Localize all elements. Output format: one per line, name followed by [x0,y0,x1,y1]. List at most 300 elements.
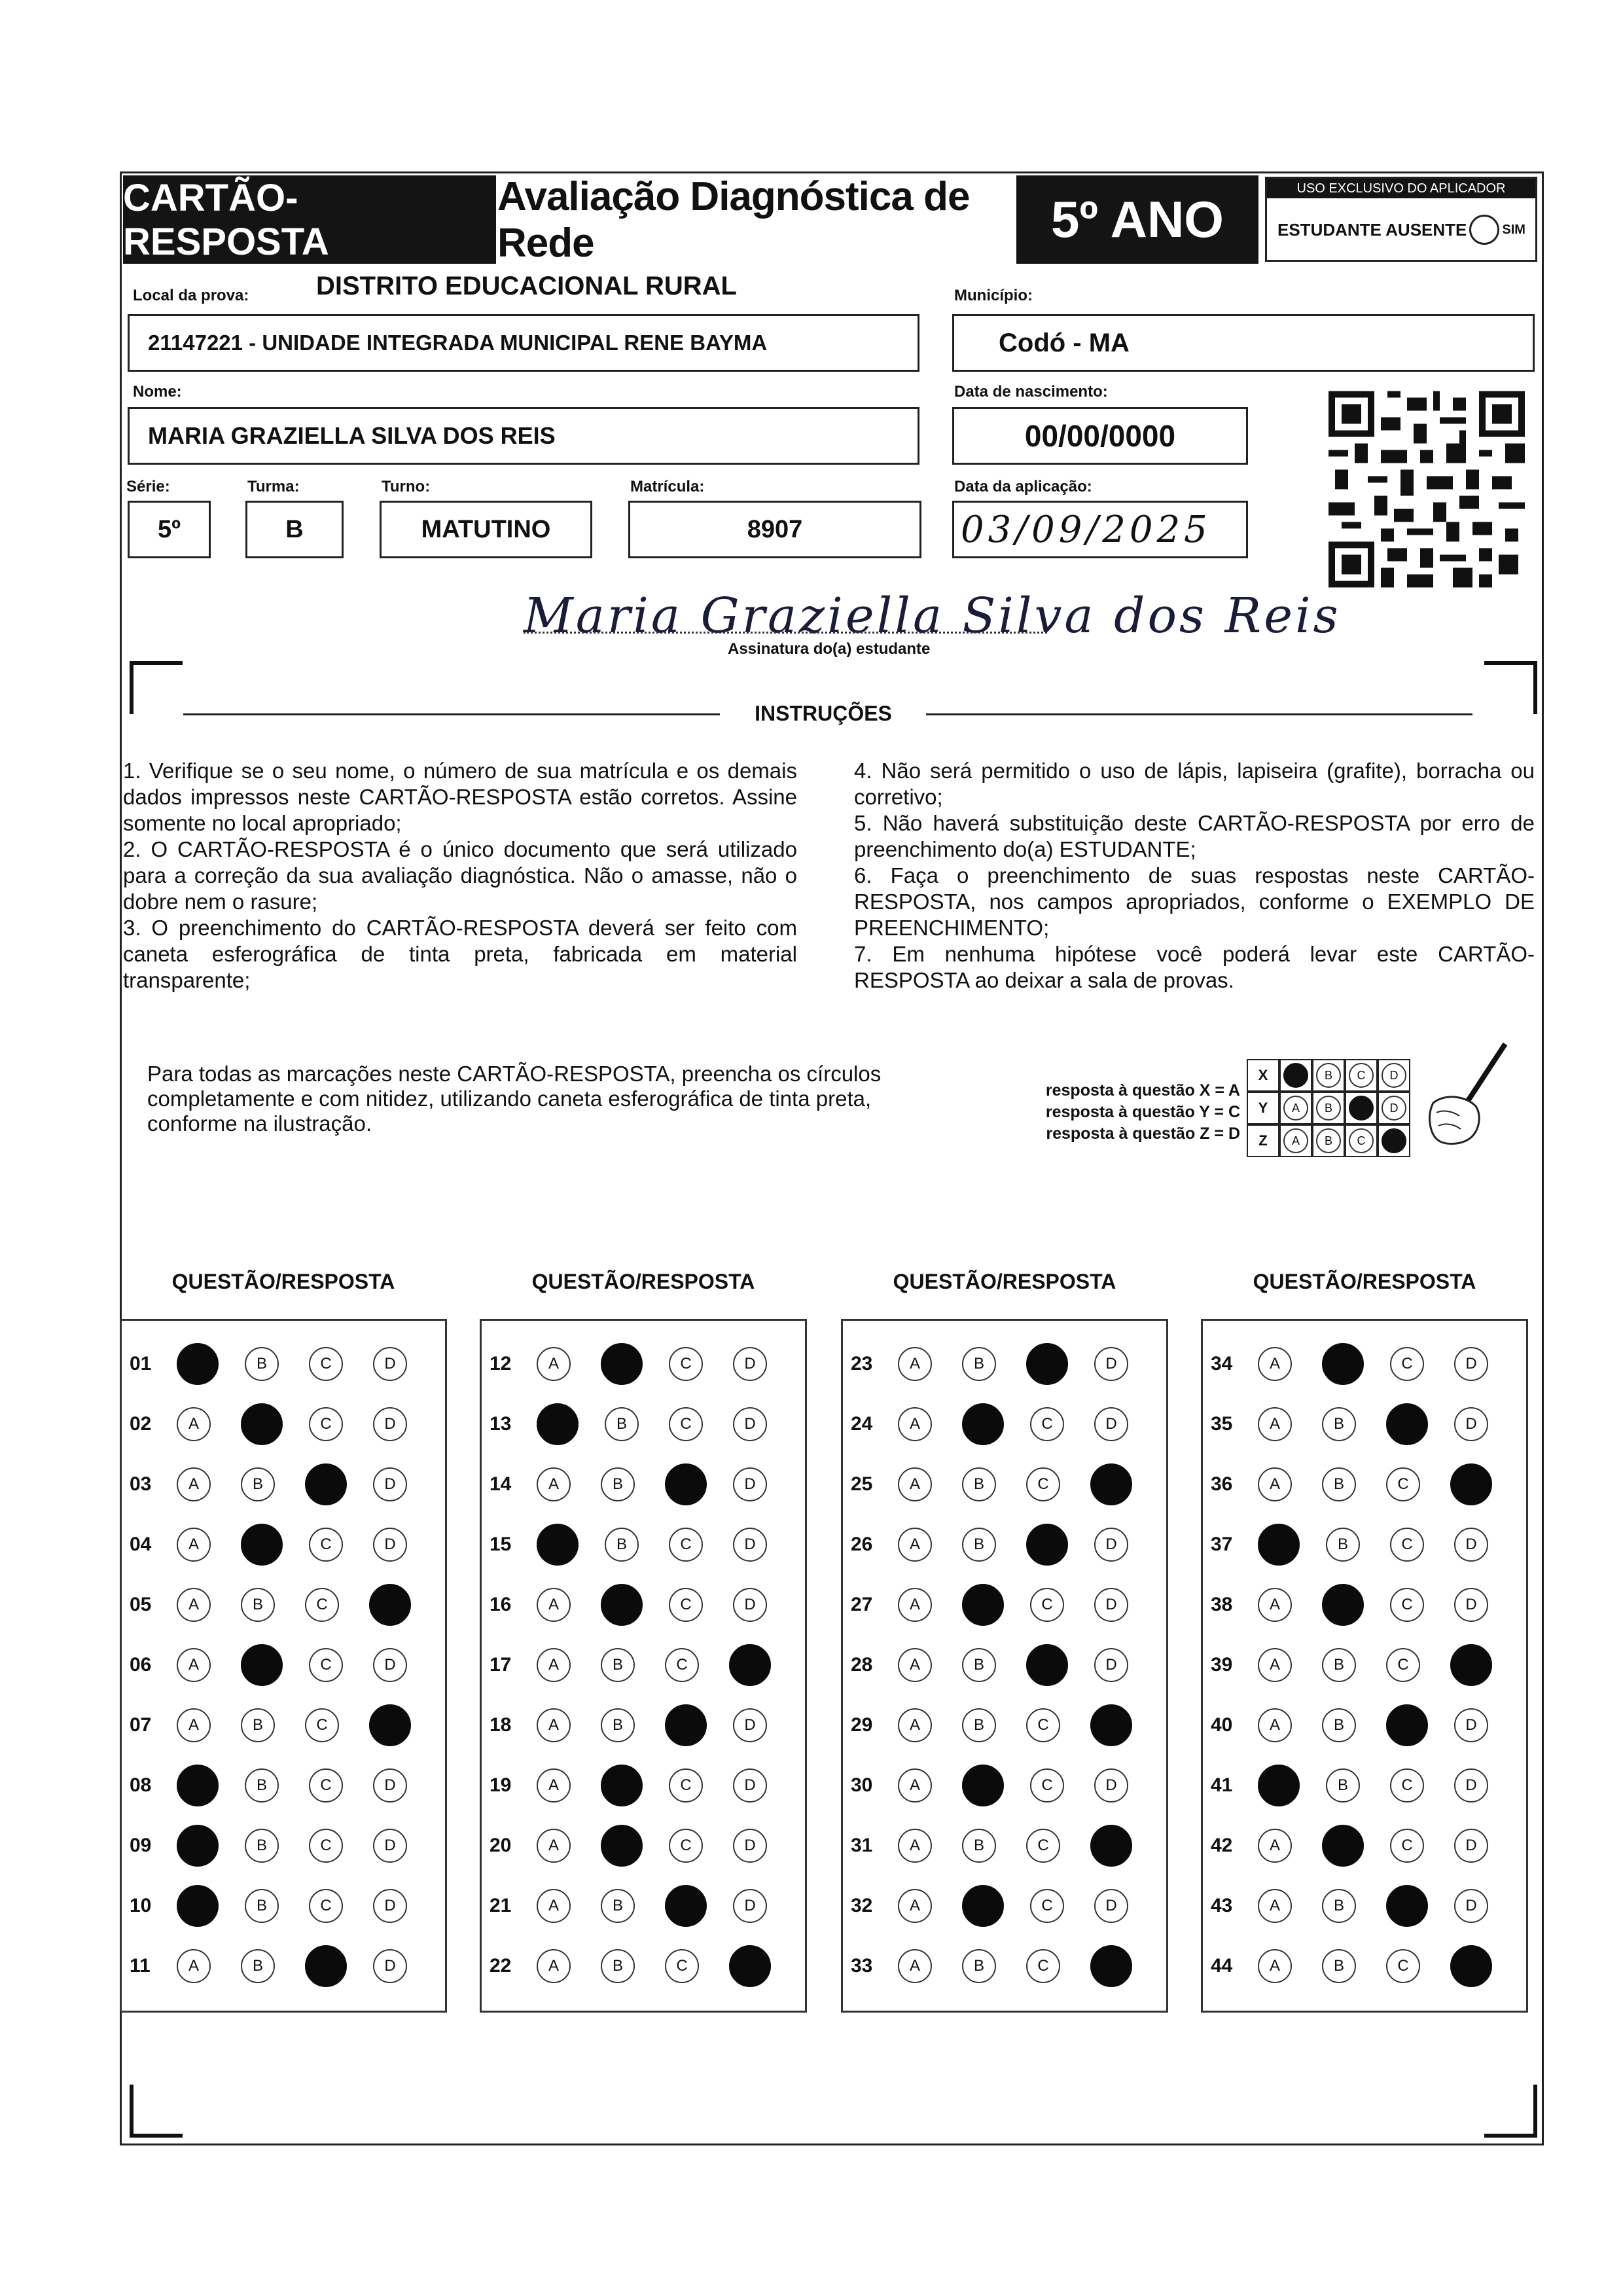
admin-box [1265,177,1537,262]
question-number: 03 [130,1473,152,1495]
answer-bubble-c[interactable]: C [665,1949,699,1983]
answer-bubble-d[interactable]: D [729,1644,771,1686]
answer-row [843,1635,1158,1695]
example-row-label: Y [1247,1092,1279,1124]
answer-bubble-c[interactable]: C [1026,1343,1068,1385]
answer-bubble-d[interactable]: D [1094,1528,1128,1562]
example-legend [1011,1080,1240,1145]
answer-bubble-d[interactable]: D [1454,1708,1488,1742]
question-number: 09 [130,1835,152,1856]
answer-bubble-d[interactable]: D [1090,1463,1132,1505]
instruction-1: 1. Verifique se o seu nome, o número de sua matrícula e os demais dados impressos neste CARTÃO-RESPOSTA estão corretos. Assine somente no local apropriado; [123,759,797,835]
answer-bubble-d[interactable]: D [1094,1768,1128,1803]
answer-bubble-d[interactable]: D [733,1407,767,1441]
answer-bubble-c[interactable]: C [665,1648,699,1682]
answer-bubble-c[interactable]: C [1386,1949,1420,1983]
answer-row [1203,1816,1518,1876]
answer-bubble-d[interactable]: D [1094,1588,1128,1622]
answer-bubble-a[interactable]: A [1258,1648,1292,1682]
answer-bubble-d[interactable]: D [373,1768,407,1803]
example-cell [1312,1092,1345,1124]
question-number: 12 [490,1353,512,1374]
answer-row [122,1635,437,1695]
answer-bubble-a[interactable]: A [1258,1829,1292,1863]
answer-bubble-d[interactable]: D [369,1584,411,1626]
answer-bubble-a[interactable]: A [1258,1949,1292,1983]
nome-label: Nome: [133,383,182,401]
answer-bubble-b[interactable]: B [1322,1708,1356,1742]
school-field: 21147221 - UNIDADE INTEGRADA MUNICIPAL RENE BAYMA [128,314,919,372]
serie-label: Série: [126,478,170,495]
answer-bubble-c[interactable]: C [1386,1403,1428,1445]
answer-bubble-c[interactable]: C [1030,1407,1064,1441]
example-cell [1378,1059,1410,1092]
question-number: 25 [851,1473,873,1495]
answer-bubble-c[interactable]: C [669,1407,703,1441]
answer-bubble-a[interactable]: A [898,1829,932,1863]
answer-bubble-a[interactable]: A [177,1528,211,1562]
instructions-rule-right [926,713,1472,715]
corner-marker-top-left [130,661,183,714]
example-row [1247,1092,1410,1124]
answer-bubble-a[interactable]: A [898,1467,932,1501]
answer-bubble-b[interactable]: B [245,1768,279,1803]
answers-header-3: QUESTÃO/RESPOSTA [893,1270,1116,1293]
answer-bubble-b[interactable]: B [1322,1949,1356,1983]
question-number: 21 [490,1895,512,1916]
answer-bubble-b[interactable]: B [601,1825,643,1867]
example-cell [1345,1059,1378,1092]
answer-bubble-b[interactable]: B [241,1588,275,1622]
answer-bubble-c[interactable]: C [665,1463,707,1505]
answer-bubble-b[interactable]: B [962,1467,996,1501]
student-signature: Maria Graziella Silva dos Reis [524,588,1341,644]
answer-bubble-c[interactable]: C [1386,1648,1420,1682]
answer-bubble-d[interactable]: D [373,1949,407,1983]
example-bubble-d: D [1382,1128,1406,1153]
answer-bubble-a[interactable]: A [537,1588,571,1622]
example-row [1247,1059,1410,1092]
example-bubble-c: C [1349,1063,1374,1088]
answer-row [1203,1876,1518,1936]
answer-bubble-a[interactable]: A [1258,1889,1292,1923]
answer-bubble-d[interactable]: D [1454,1528,1488,1562]
answers-header-1: QUESTÃO/RESPOSTA [171,1270,395,1293]
question-number: 34 [1211,1353,1233,1374]
answer-bubble-a[interactable]: A [537,1889,571,1923]
example-bubble-b: B [1316,1128,1341,1153]
answer-bubble-c[interactable]: C [1026,1524,1068,1566]
question-number: 08 [130,1774,152,1796]
answer-bubble-b[interactable]: B [601,1467,635,1501]
question-number: 30 [851,1774,873,1796]
answer-bubble-a[interactable]: A [1258,1588,1292,1622]
answer-column-4 [1201,1319,1528,2013]
answer-bubble-a[interactable]: A [177,1885,219,1927]
answer-bubble-c[interactable]: C [309,1889,343,1923]
sim-label: SIM [1502,222,1525,237]
question-number: 02 [130,1413,152,1435]
answer-bubble-a[interactable]: A [537,1949,571,1983]
question-number: 37 [1211,1534,1233,1555]
answer-bubble-b[interactable]: B [605,1528,639,1562]
question-number: 42 [1211,1835,1233,1856]
question-number: 18 [490,1714,512,1736]
answer-bubble-d[interactable]: D [1090,1704,1132,1746]
question-number: 04 [130,1534,152,1555]
answer-bubble-d[interactable]: D [733,1708,767,1742]
example-cell [1378,1092,1410,1124]
question-number: 05 [130,1594,152,1615]
question-number: 06 [130,1654,152,1676]
answer-row [843,1755,1158,1816]
answer-bubble-a[interactable]: A [177,1765,219,1806]
turno-field: MATUTINO [380,501,592,558]
question-number: 41 [1211,1774,1233,1796]
question-number: 24 [851,1413,873,1435]
answer-bubble-b[interactable]: B [241,1467,275,1501]
answer-bubble-d[interactable]: D [733,1768,767,1803]
answer-bubble-a[interactable]: A [537,1347,571,1381]
answer-bubble-c[interactable]: C [1030,1889,1064,1923]
answer-bubble-b[interactable]: B [241,1403,283,1445]
answer-bubble-b[interactable]: B [601,1343,643,1385]
answer-bubble-a[interactable]: A [898,1648,932,1682]
instructions-title: INSTRUÇÕES [755,702,892,725]
answer-bubble-d[interactable]: D [1450,1945,1492,1987]
answer-bubble-b[interactable]: B [601,1765,643,1806]
municipio-label: Município: [954,287,1033,304]
question-number: 38 [1211,1594,1233,1615]
answer-bubble-c[interactable]: C [669,1528,703,1562]
answer-bubble-c[interactable]: C [669,1347,703,1381]
answer-bubble-b[interactable]: B [1322,1343,1364,1385]
answer-bubble-c[interactable]: C [669,1768,703,1803]
answer-bubble-d[interactable]: D [1094,1648,1128,1682]
municipio-field: Codó - MA [952,314,1535,372]
answer-bubble-d[interactable]: D [1454,1768,1488,1803]
answer-bubble-c[interactable]: C [669,1588,703,1622]
answer-bubble-c[interactable]: C [305,1588,339,1622]
question-number: 15 [490,1534,512,1555]
answer-bubble-a[interactable]: A [898,1768,932,1803]
answer-bubble-c[interactable]: C [1026,1829,1060,1863]
example-cell [1279,1124,1312,1157]
answer-row [122,1454,437,1515]
answer-bubble-d[interactable]: D [373,1829,407,1863]
question-number: 23 [851,1353,873,1374]
question-number: 43 [1211,1895,1233,1916]
answer-row [843,1876,1158,1936]
answer-bubble-b[interactable]: B [962,1885,1004,1927]
example-cell [1312,1124,1345,1157]
answer-bubble-b[interactable]: B [241,1949,275,1983]
answer-bubble-c[interactable]: C [1386,1467,1420,1501]
answer-bubble-a[interactable]: A [177,1708,211,1742]
answer-bubble-d[interactable]: D [1090,1945,1132,1987]
answer-bubble-a[interactable]: A [177,1648,211,1682]
instruction-6: 6. Faça o preenchimento de suas respostas neste CARTÃO-RESPOSTA, nos campos apropriados, conforme o EXEMPLO DE PREENCHIMENTO; [854,863,1535,940]
answer-bubble-b[interactable]: B [1326,1528,1360,1562]
answer-bubble-b[interactable]: B [241,1644,283,1686]
answer-bubble-d[interactable]: D [729,1945,771,1987]
question-number: 01 [130,1353,152,1374]
answer-bubble-b[interactable]: B [962,1403,1004,1445]
answer-bubble-b[interactable]: B [241,1524,283,1566]
instruction-5: 5. Não haverá substituição deste CARTÃO-RESPOSTA por erro de preenchimento do(a) ESTUDANTE; [854,811,1535,861]
answer-bubble-b[interactable]: B [1322,1467,1356,1501]
answer-bubble-c[interactable]: C [665,1885,707,1927]
question-number: 31 [851,1835,873,1856]
answer-bubble-d[interactable]: D [733,1588,767,1622]
answer-bubble-c[interactable]: C [309,1648,343,1682]
answer-bubble-d[interactable]: D [1094,1347,1128,1381]
instructions-rule-left [183,713,720,715]
answer-bubble-c[interactable]: C [1386,1704,1428,1746]
answer-row [1203,1695,1518,1755]
answer-row [843,1816,1158,1876]
answer-bubble-a[interactable]: A [177,1825,219,1867]
answer-bubble-b[interactable]: B [1322,1889,1356,1923]
answer-bubble-a[interactable]: A [177,1588,211,1622]
answer-bubble-b[interactable]: B [962,1584,1004,1626]
answer-bubble-b[interactable]: B [1322,1648,1356,1682]
answer-bubble-d[interactable]: D [1454,1588,1488,1622]
example-line-x: resposta à questão X = A [1045,1081,1240,1100]
question-number: 26 [851,1534,873,1555]
evaluation-title: Avaliação Diagnóstica de Rede [497,173,970,266]
answer-bubble-a[interactable]: A [898,1407,932,1441]
answer-bubble-c[interactable]: C [1026,1467,1060,1501]
answer-bubble-b[interactable]: B [601,1584,643,1626]
question-number: 40 [1211,1714,1233,1736]
example-cell [1345,1092,1378,1124]
answer-bubble-a[interactable]: A [1258,1708,1292,1742]
answer-bubble-c[interactable]: C [1390,1347,1424,1381]
corner-marker-bottom-right [1484,2085,1537,2138]
answer-bubble-a[interactable]: A [898,1528,932,1562]
answer-bubble-b[interactable]: B [962,1648,996,1682]
example-row-label: Z [1247,1124,1279,1157]
example-cell [1279,1059,1312,1092]
answer-bubble-a[interactable]: A [898,1889,932,1923]
answer-bubble-d[interactable]: D [373,1467,407,1501]
answer-bubble-d[interactable]: D [1094,1889,1128,1923]
aplicacao-label: Data da aplicação: [954,478,1092,495]
answer-bubble-d[interactable]: D [1450,1463,1492,1505]
answer-row [843,1515,1158,1575]
answer-bubble-a[interactable]: A [537,1829,571,1863]
answer-bubble-a[interactable]: A [1258,1524,1300,1566]
answer-bubble-d[interactable]: D [733,1829,767,1863]
answer-bubble-b[interactable]: B [962,1528,996,1562]
answer-bubble-b[interactable]: B [962,1765,1004,1806]
answer-bubble-a[interactable]: A [537,1708,571,1742]
answer-bubble-d[interactable]: D [1094,1407,1128,1441]
answer-bubble-a[interactable]: A [177,1467,211,1501]
answers-header-4: QUESTÃO/RESPOSTA [1253,1270,1476,1293]
answer-bubble-c[interactable]: C [1030,1768,1064,1803]
answer-bubble-c[interactable]: C [305,1708,339,1742]
answer-row [482,1635,797,1695]
answer-bubble-d[interactable]: D [733,1347,767,1381]
answer-bubble-c[interactable]: C [1026,1949,1060,1983]
answer-bubble-a[interactable]: A [898,1708,932,1742]
answer-bubble-c[interactable]: C [1026,1708,1060,1742]
answer-bubble-d[interactable]: D [373,1407,407,1441]
answer-row [122,1695,437,1755]
answer-bubble-b[interactable]: B [601,1648,635,1682]
instruction-2: 2. O CARTÃO-RESPOSTA é o único documento que será utilizado para a correção da sua avaliação diagnóstica. Não o amasse, não o dobre nem o rasure; [123,837,797,914]
local-label: Local da prova: [133,287,249,304]
question-number: 29 [851,1714,873,1736]
answer-bubble-b[interactable]: B [1322,1407,1356,1441]
answer-bubble-b[interactable]: B [245,1347,279,1381]
answer-bubble-c[interactable]: C [305,1945,347,1987]
answer-bubble-c[interactable]: C [305,1463,347,1505]
answer-row [122,1334,437,1394]
answer-bubble-b[interactable]: B [601,1889,635,1923]
answer-bubble-b[interactable]: B [245,1889,279,1923]
answer-row [1203,1454,1518,1515]
answer-bubble-a[interactable]: A [898,1949,932,1983]
answer-bubble-b[interactable]: B [601,1949,635,1983]
answer-bubble-c[interactable]: C [309,1768,343,1803]
answer-bubble-c[interactable]: C [1390,1768,1424,1803]
answer-bubble-b[interactable]: B [605,1407,639,1441]
answer-bubble-d[interactable]: D [373,1347,407,1381]
answer-bubble-a[interactable]: A [537,1524,579,1566]
answer-bubble-c[interactable]: C [309,1407,343,1441]
answer-bubble-c[interactable]: C [309,1347,343,1381]
answer-bubble-c[interactable]: C [1030,1588,1064,1622]
absent-bubble[interactable] [1469,215,1499,245]
answer-row [1203,1575,1518,1635]
answer-column-1 [120,1319,447,2013]
answer-row [122,1575,437,1635]
answer-bubble-b[interactable]: B [1322,1825,1364,1867]
answer-bubble-d[interactable]: D [733,1528,767,1562]
example-row-label: X [1247,1059,1279,1092]
answer-bubble-d[interactable]: D [373,1648,407,1682]
answer-bubble-d[interactable]: D [1454,1407,1488,1441]
answer-bubble-a[interactable]: A [537,1768,571,1803]
instruction-7: 7. Em nenhuma hipótese você poderá levar este CARTÃO-RESPOSTA ao deixar a sala de provas. [854,942,1535,992]
answer-bubble-a[interactable]: A [537,1467,571,1501]
nascimento-label: Data de nascimento: [954,383,1108,401]
answer-row [482,1816,797,1876]
answer-row [122,1755,437,1816]
qr-code [1329,389,1525,589]
serie-field: 5º [128,501,211,558]
answer-bubble-c[interactable]: C [1386,1885,1428,1927]
answer-bubble-d[interactable]: D [1450,1644,1492,1686]
answer-bubble-c[interactable]: C [1390,1528,1424,1562]
answer-bubble-d[interactable]: D [1454,1347,1488,1381]
answer-row [1203,1635,1518,1695]
answer-bubble-c[interactable]: C [1026,1644,1068,1686]
answer-bubble-a[interactable]: A [537,1648,571,1682]
matricula-label: Matrícula: [630,478,705,495]
answer-bubble-d[interactable]: D [733,1889,767,1923]
example-bubble-b: B [1316,1063,1341,1088]
answer-bubble-b[interactable]: B [962,1829,996,1863]
answer-bubble-b[interactable]: B [241,1708,275,1742]
answer-bubble-b[interactable]: B [962,1708,996,1742]
question-number: 28 [851,1654,873,1676]
pen-hand-icon [1407,1041,1512,1162]
answer-bubble-a[interactable]: A [898,1347,932,1381]
local-value: DISTRITO EDUCACIONAL RURAL [316,272,737,300]
example-cell [1279,1092,1312,1124]
card-title: CARTÃO-RESPOSTA [123,175,496,264]
answer-bubble-a[interactable]: A [1258,1765,1300,1806]
answer-bubble-c[interactable]: C [309,1528,343,1562]
answer-bubble-a[interactable]: A [537,1403,579,1445]
answer-bubble-a[interactable]: A [1258,1347,1292,1381]
corner-marker-top-right [1484,661,1537,714]
example-bubble-c: C [1349,1096,1374,1121]
answer-row [122,1515,437,1575]
example-row [1247,1124,1410,1157]
instruction-3: 3. O preenchimento do CARTÃO-RESPOSTA deverá ser feito com caneta esferográfica de tinta preta, fabricada em material transparente; [123,916,797,992]
answer-bubble-a[interactable]: A [177,1407,211,1441]
fill-note: Para todas as marcações neste CARTÃO-RESPOSTA, preencha os círculos completamente e com nitidez, utilizando caneta esferográfica de tinta preta, conforme na ilustração. [147,1062,882,1136]
answer-bubble-d[interactable]: D [733,1467,767,1501]
question-number: 07 [130,1714,152,1736]
answer-bubble-a[interactable]: A [177,1949,211,1983]
answer-bubble-c[interactable]: C [309,1829,343,1863]
answer-bubble-d[interactable]: D [1454,1829,1488,1863]
answer-bubble-c[interactable]: C [1390,1829,1424,1863]
question-number: 22 [490,1955,512,1977]
nome-field: MARIA GRAZIELLA SILVA DOS REIS [128,407,919,465]
answer-bubble-b[interactable]: B [601,1708,635,1742]
answer-bubble-a[interactable]: A [177,1343,219,1385]
answer-bubble-b[interactable]: B [962,1949,996,1983]
example-cell [1345,1124,1378,1157]
question-number: 11 [130,1955,151,1977]
answer-bubble-a[interactable]: A [898,1588,932,1622]
question-number: 35 [1211,1413,1233,1435]
answer-bubble-d[interactable]: D [369,1704,411,1746]
answer-bubble-c[interactable]: C [1390,1588,1424,1622]
answer-bubble-d[interactable]: D [373,1889,407,1923]
answer-bubble-a[interactable]: A [1258,1407,1292,1441]
answer-row [843,1334,1158,1394]
answer-bubble-b[interactable]: B [1326,1768,1360,1803]
answer-bubble-d[interactable]: D [373,1528,407,1562]
example-line-y: resposta à questão Y = C [1045,1103,1240,1121]
question-number: 10 [130,1895,152,1916]
answer-bubble-c[interactable]: C [665,1704,707,1746]
answer-column-2 [480,1319,807,2013]
answer-row [482,1394,797,1454]
answer-bubble-b[interactable]: B [1322,1584,1364,1626]
example-grid [1247,1059,1410,1157]
answer-bubble-d[interactable]: D [1454,1889,1488,1923]
answer-bubble-b[interactable]: B [245,1829,279,1863]
answer-bubble-d[interactable]: D [1090,1825,1132,1867]
answer-bubble-a[interactable]: A [1258,1467,1292,1501]
answer-bubble-c[interactable]: C [669,1829,703,1863]
question-number: 13 [490,1413,512,1435]
answer-row [1203,1515,1518,1575]
answer-row [482,1575,797,1635]
question-number: 36 [1211,1473,1233,1495]
example-bubble-c: C [1349,1128,1374,1153]
answer-bubble-b[interactable]: B [962,1347,996,1381]
